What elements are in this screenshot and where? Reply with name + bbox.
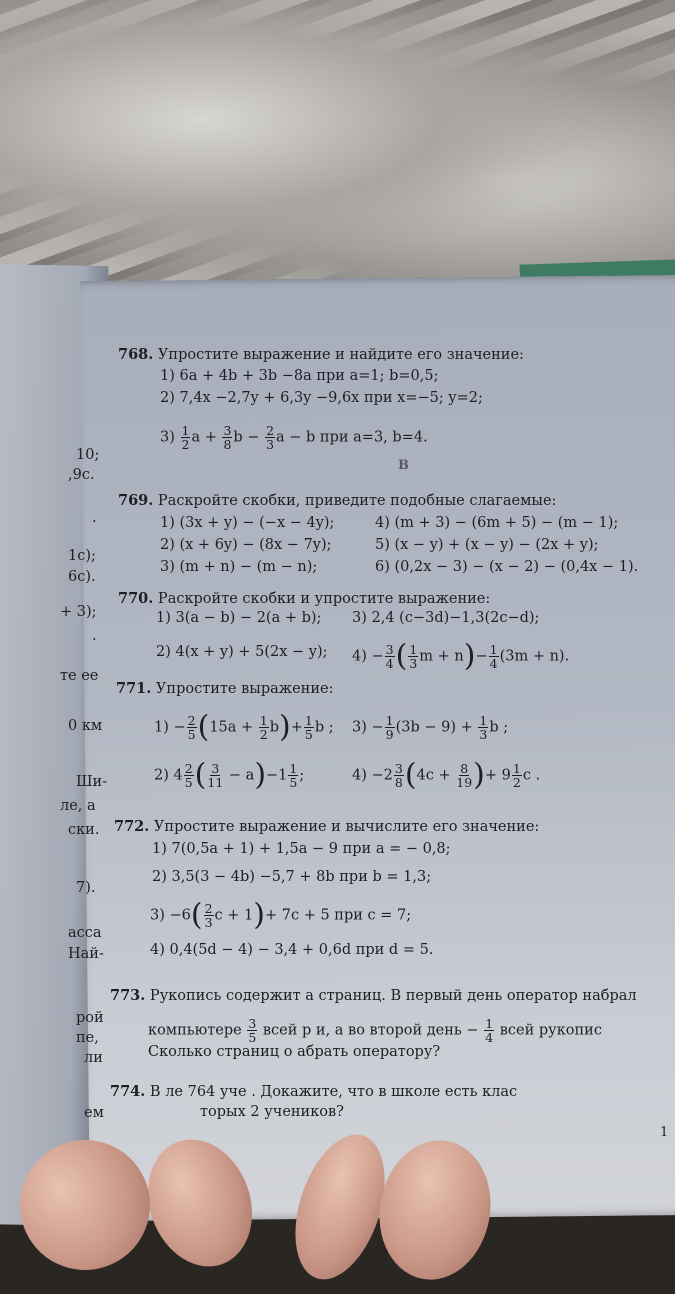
text: 3) −6 — [150, 907, 191, 924]
text: 15a + — [209, 719, 258, 736]
text: a − b при a=3, b=4. — [276, 429, 428, 446]
exercise-line — [148, 1017, 602, 1044]
text: 1) − — [154, 719, 186, 736]
left-page-fragment: ем — [84, 1105, 104, 1121]
left-page-fragment: ,9с. — [68, 467, 95, 483]
numerator: 3 — [394, 761, 403, 776]
exercise-line — [160, 514, 334, 532]
left-page-fragment: ски. — [68, 822, 100, 838]
parenthesis: ( — [194, 757, 207, 793]
left-page-fragment: 6с). — [68, 569, 96, 585]
fraction — [512, 762, 522, 789]
text: 2) 4(x + y) + 5(2x − y); — [156, 644, 328, 660]
exercise-line — [148, 1043, 440, 1061]
numerator: 1 — [512, 761, 521, 776]
text: (3b − 9) + — [395, 719, 478, 736]
denominator: 3 — [479, 727, 488, 742]
text: 4) (m + 3) − (6m + 5) − (m − 1); — [375, 515, 619, 531]
text: 4) − — [352, 648, 384, 665]
denominator: 3 — [409, 656, 418, 671]
numerator: 1 — [259, 713, 268, 728]
denominator: 9 — [385, 727, 394, 742]
exercise-line — [156, 609, 321, 627]
denominator: 4 — [385, 656, 394, 671]
numerator: 1 — [304, 713, 313, 728]
numerator: 2 — [184, 761, 193, 776]
left-page-fragment: + 3); — [60, 604, 97, 620]
fraction — [288, 762, 298, 789]
exercise-line — [118, 492, 556, 510]
fraction — [385, 643, 395, 670]
fraction — [484, 1017, 494, 1044]
text: 1) 3(a − b) − 2(a + b); — [156, 610, 322, 626]
parenthesis: ) — [279, 709, 291, 745]
text: Упростите выражение и вычислите его значение: — [149, 819, 540, 835]
exercise-number: 774. — [110, 1083, 146, 1100]
text: − a — [224, 767, 255, 784]
parenthesis: ( — [404, 757, 417, 793]
parenthesis: ( — [197, 709, 210, 745]
exercise-number: 768. — [118, 346, 154, 363]
numerator: 2 — [204, 901, 213, 916]
text: Раскройте скобки, приведите подобные слагаемые: — [153, 493, 557, 509]
exercise-line — [352, 609, 539, 627]
fraction — [385, 714, 395, 741]
text: 4) −2 — [352, 767, 393, 784]
exercise-line — [352, 757, 541, 793]
exercise-line — [116, 680, 333, 698]
left-page-fragment: пе, — [76, 1030, 99, 1046]
left-page-fragment: ли — [84, 1050, 103, 1066]
text: ; — [299, 767, 305, 784]
left-page-fragment: ле, а — [60, 798, 96, 814]
text: −1 — [266, 767, 288, 784]
numerator: 1 — [479, 713, 488, 728]
exercise-line — [118, 346, 524, 364]
fraction — [259, 714, 269, 741]
denominator: 4 — [485, 1030, 494, 1045]
right-page — [80, 275, 675, 1221]
exercise-line — [160, 536, 332, 554]
denominator: 5 — [184, 775, 193, 790]
exercise-line — [352, 638, 570, 674]
fraction — [394, 762, 404, 789]
parenthesis: ) — [463, 638, 476, 674]
fraction — [265, 424, 275, 451]
left-page-fragment: 1с); — [68, 548, 96, 564]
denominator: 2 — [259, 727, 268, 742]
exercise-line — [152, 840, 451, 858]
fraction — [408, 643, 418, 670]
denominator: 5 — [248, 1030, 257, 1045]
parenthesis: ( — [190, 897, 203, 933]
left-page-fragment: те ее — [60, 668, 99, 684]
exercise-number: 771. — [116, 680, 152, 697]
exercise-line — [110, 987, 637, 1005]
exercise-line — [200, 1103, 344, 1121]
text: 3) 2,4 (c−3d)−1,3(2c−d); — [352, 610, 540, 626]
text: m + n — [419, 648, 464, 665]
text: b — [269, 719, 280, 736]
numerator: 3 — [248, 1016, 257, 1031]
fraction — [489, 643, 499, 670]
denominator: 2 — [512, 775, 521, 790]
numerator: 3 — [223, 423, 232, 438]
page-number: 1 — [660, 1125, 669, 1140]
text: всей р и, а во второй день − — [258, 1022, 484, 1039]
numerator: 3 — [211, 761, 220, 776]
left-page-fragment: Ши- — [76, 774, 108, 790]
numerator: 8 — [460, 761, 469, 776]
exercise-line — [156, 643, 328, 661]
exercise-number: 770. — [118, 590, 154, 607]
exercise-number: 772. — [114, 818, 150, 835]
exercise-line — [352, 714, 508, 741]
text: + 7c + 5 при c = 7; — [264, 907, 412, 924]
text: Сколько страниц о абрать оператору? — [148, 1044, 441, 1060]
fraction — [304, 714, 314, 741]
denominator: 2 — [181, 437, 190, 452]
numerator: 1 — [181, 423, 190, 438]
exercise-line — [160, 424, 428, 451]
text: 3) − — [352, 719, 384, 736]
text: 2) 4 — [154, 767, 183, 784]
numerator: 1 — [489, 642, 498, 657]
denominator: 5 — [289, 775, 298, 790]
exercise-line — [152, 868, 431, 886]
text: всей рукопис — [495, 1022, 602, 1039]
text: (3m + n). — [499, 648, 570, 665]
text: Упростите выражение и найдите его значение: — [153, 347, 524, 363]
left-page-fragment: асса — [68, 925, 102, 941]
left-page-fragment: . — [92, 628, 97, 644]
exercise-line — [118, 590, 490, 608]
denominator: 3 — [204, 915, 213, 930]
numerator: 1 — [385, 713, 394, 728]
text: 3) — [160, 429, 180, 446]
section-letter: В — [398, 458, 409, 473]
fraction — [478, 714, 488, 741]
text: 2) 3,5(3 − 4b) −5,7 + 8b при b = 1,3; — [152, 869, 432, 885]
numerator: 1 — [485, 1016, 494, 1031]
exercise-line — [154, 757, 305, 793]
denominator: 5 — [187, 727, 196, 742]
fraction — [222, 424, 232, 451]
exercise-line — [375, 514, 618, 532]
left-page-fragment: Най- — [68, 946, 104, 962]
fraction — [456, 762, 472, 789]
text: a + — [191, 429, 222, 446]
fraction — [207, 762, 223, 789]
exercise-line — [114, 818, 539, 836]
exercise-number: 769. — [118, 492, 154, 509]
text: 4) 0,4(5d − 4) − 3,4 + 0,6d при d = 5. — [150, 942, 434, 958]
exercise-line — [110, 1083, 517, 1101]
text: компьютере — [148, 1022, 247, 1039]
text: b − — [233, 429, 265, 446]
text: + 9 — [484, 767, 511, 784]
text: В ле 764 уче . Докажите, что в школе есть клас — [145, 1084, 518, 1100]
exercise-line — [154, 709, 334, 745]
denominator: 8 — [394, 775, 403, 790]
text: − — [475, 648, 488, 665]
text: 1) 7(0,5a + 1) + 1,5a − 9 при a = − 0,8; — [152, 841, 451, 857]
denominator: 4 — [489, 656, 498, 671]
text: + — [290, 719, 303, 736]
text: 4c + — [416, 767, 456, 784]
numerator: 1 — [409, 642, 418, 657]
text: Раскройте скобки и упростите выражение: — [153, 591, 491, 607]
text: c + 1 — [214, 907, 254, 924]
denominator: 11 — [207, 775, 224, 790]
exercise-number: 773. — [110, 987, 146, 1004]
text: 1) (3x + y) − (−x − 4y); — [160, 515, 335, 531]
parenthesis: ) — [254, 757, 267, 793]
left-page-fragment: 7). — [76, 880, 96, 896]
left-page-fragment: . — [92, 510, 97, 526]
text: c . — [522, 767, 541, 784]
left-page-fragment: 10; — [76, 447, 100, 463]
text: 5) (x − y) + (x − y) − (2x + y); — [375, 537, 599, 553]
exercise-line — [150, 897, 412, 933]
left-page-fragment: 0 км — [68, 718, 103, 734]
numerator: 2 — [187, 713, 196, 728]
exercise-line — [160, 558, 317, 576]
exercise-line — [375, 536, 599, 554]
text: 1) 6a + 4b + 3b −8a при a=1; b=0,5; — [160, 368, 439, 384]
text: 2) (x + 6y) − (8x − 7y); — [160, 537, 332, 553]
exercise-line — [375, 558, 638, 576]
numerator: 2 — [266, 423, 275, 438]
numerator: 1 — [289, 761, 298, 776]
denominator: 8 — [223, 437, 232, 452]
blanket-background — [0, 0, 675, 300]
parenthesis: ) — [253, 897, 265, 933]
denominator: 5 — [304, 727, 313, 742]
numerator: 3 — [385, 642, 394, 657]
text: 3) (m + n) − (m − n); — [160, 559, 318, 575]
parenthesis: ( — [395, 638, 408, 674]
text: b ; — [489, 719, 509, 736]
exercise-line — [160, 367, 438, 385]
exercise-line — [150, 941, 433, 959]
parenthesis: ) — [473, 757, 485, 793]
text: Упростите выражение: — [151, 681, 334, 697]
fraction — [204, 902, 214, 929]
fraction — [187, 714, 197, 741]
text: торых 2 учеников? — [200, 1104, 344, 1120]
left-page-fragment: рой — [76, 1010, 104, 1026]
exercise-line — [160, 389, 483, 407]
denominator: 3 — [266, 437, 275, 452]
text: Рукопись содержит a страниц. В первый день оператор набрал — [145, 988, 637, 1004]
denominator: 19 — [456, 775, 473, 790]
text: 6) (0,2x − 3) − (x − 2) − (0,4x − 1). — [375, 559, 639, 575]
fraction — [184, 762, 194, 789]
text: 2) 7,4x −2,7y + 6,3y −9,6x при x=−5; y=2; — [160, 390, 483, 406]
fraction — [181, 424, 191, 451]
text: b ; — [314, 719, 334, 736]
fraction — [247, 1017, 257, 1044]
